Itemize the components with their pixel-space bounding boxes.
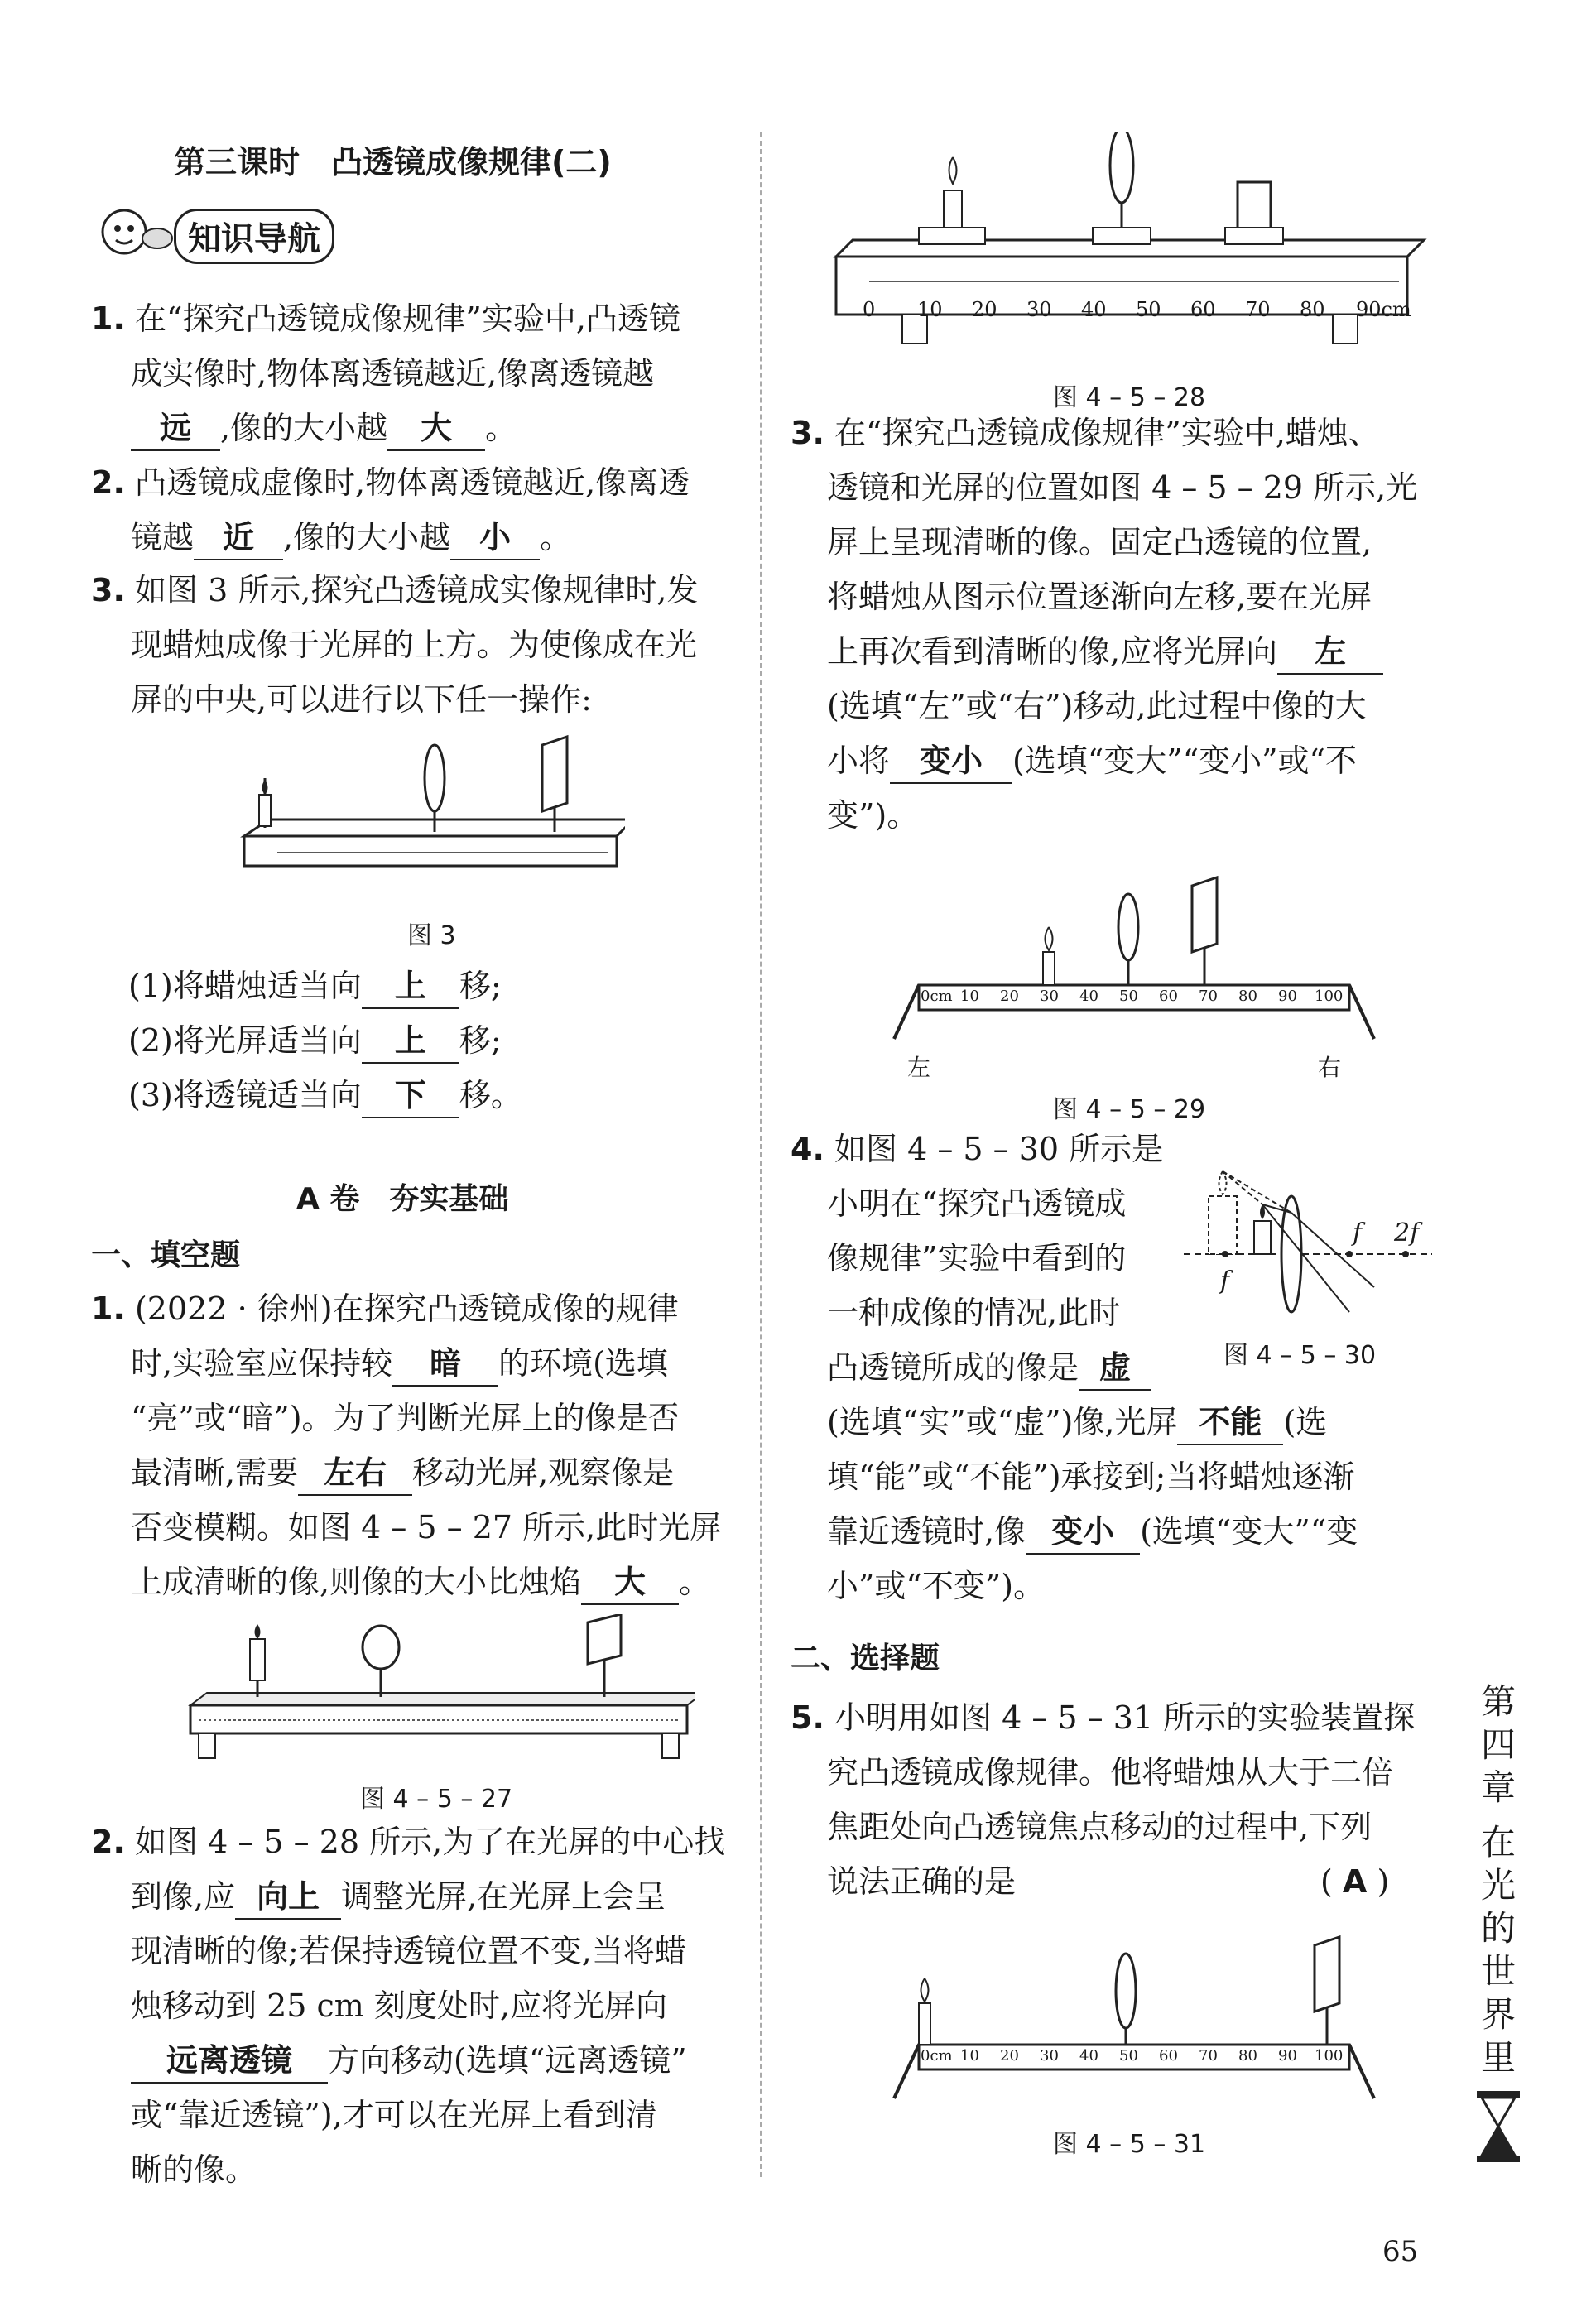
ruler-tick-label: 80 (1238, 988, 1257, 1005)
figure-4-5-27-caption: 图 4 – 5 – 27 (360, 1785, 513, 1814)
guide-label: 知识导航 (174, 209, 334, 264)
ruler-tick-label: 90 (1278, 2047, 1297, 2064)
ruler-tick-label: 0cm (921, 988, 953, 1005)
answer-blank: 近 (194, 516, 283, 560)
answer-blank: 大 (581, 1560, 679, 1605)
ruler-tick-label: 50 (1119, 988, 1138, 1005)
ruler-tick-label: 80 (1238, 2047, 1257, 2064)
figure-4-5-31-caption: 图 4 – 5 – 31 (1053, 2130, 1206, 2159)
right-label: 右 (1318, 1054, 1342, 1081)
answer-blank: 变小 (890, 739, 1012, 784)
ruler-tick-label: 20 (972, 298, 997, 321)
ruler-tick-label: 70 (1199, 2047, 1218, 2064)
ruler-tick-label: 20 (1000, 988, 1019, 1005)
answer-blank: 小 (450, 516, 540, 560)
choice-question-5: 5. 小明用如图 4 – 5 – 31 所示的实验装置探 究凸透镜成像规律。他将蜡烛从大于二倍 焦距处向凸透镜焦点移动的过程中,下列 说法正确的是 ( A ) (791, 1690, 1445, 1909)
focal-label-f-left: f (1220, 1267, 1230, 1295)
ruler-tick-label: 10 (917, 298, 943, 321)
answer-blank: 下 (362, 1074, 459, 1118)
ruler-tick-label: 0 (863, 298, 876, 321)
hourglass-icon (1473, 2089, 1523, 2164)
answer-blank: 上 (362, 1019, 459, 1064)
answer-blank: 左 (1277, 630, 1383, 675)
item-1: (1)将蜡烛适当向 上 移; (128, 959, 708, 1013)
ruler-tick-label: 0cm (921, 2047, 953, 2064)
guide-question-3: 3. 如图 3 所示,探究凸透镜成实像规律时,发 现蜡烛成像于光屏的上方。为使像成在光 屏的中央,可以进行以下任一操作: (91, 572, 699, 718)
ruler-tick-label: 40 (1079, 2047, 1098, 2064)
knowledge-guide-badge (91, 199, 364, 265)
fill-question-3: 3. 在“探究凸透镜成像规律”实验中,蜡烛、 透镜和光屏的位置如图 4 – 5 – 29 所示,光 屏上呈现清晰的像。固定凸透镜的位置, 将蜡烛从图示位置逐渐向左移,要在光屏 上再次看到清晰的像,应将光屏向 左 (选填“左”或“右”)移动,此过程中像的大 小将 变小 (选填“变大”“变小”或“不 变”)。 (791, 415, 1418, 834)
answer-blank: 远离透镜 (131, 2039, 328, 2084)
ruler-tick-label: 20 (1000, 2047, 1019, 2064)
ruler-tick-label: 40 (1081, 298, 1107, 321)
ruler-31-labels (921, 2047, 1351, 2069)
ruler-tick-label: 60 (1159, 988, 1178, 1005)
ruler-tick-label: 30 (1040, 2047, 1059, 2064)
guide-q3-items (128, 959, 708, 1122)
fill-question-2: 2. 如图 4 – 5 – 28 所示,为了在光屏的中心找 到像,应 向上 调整光屏,在光屏上会呈 现清晰的像;若保持透镜位置不变,当将蜡 烛移动到 25 cm 刻度处时,应将光屏向 远离透镜 方向移动(选填“远离透镜” 或“靠近透镜”),才可以在光屏上看到清 晰的像。 (91, 1824, 726, 2188)
figure-4-5-27-optical-bench (182, 1614, 695, 1763)
page-number: 65 (1382, 2235, 1419, 2268)
answer-blank: 远 (131, 406, 220, 451)
figure-4-5-29-caption: 图 4 – 5 – 29 (1053, 1095, 1206, 1124)
figure-3-caption: 图 3 (407, 921, 456, 950)
figure-4-5-31-optical-bench (886, 1929, 1382, 2111)
ruler-tick-label: 50 (1136, 298, 1161, 321)
column-divider (760, 132, 762, 2177)
ruler-tick-label: 60 (1159, 2047, 1178, 2064)
volume-title: A 卷 夯实基础 (296, 1182, 509, 1216)
figure-4-5-28-optical-bench (828, 132, 1432, 373)
ruler-tick-label: 10 (960, 2047, 979, 2064)
section-choice: 二、选择题 (791, 1641, 940, 1675)
item-3: (3)将透镜适当向 下 移。 (128, 1068, 708, 1122)
guide-question-2: 2. 凸透镜成虚像时,物体离透镜越近,像离透 镜越 近 ,像的大小越 小 。 (91, 455, 753, 565)
answer-bracket: ( A ) (1320, 1863, 1390, 1900)
guide-question-1: 1. 在“探究凸透镜成像规律”实验中,凸透镜 成实像时,物体离透镜越近,像离透镜越 远 ,像的大小越 大 。 (91, 291, 753, 455)
fill-question-1: 1. (2022 · 徐州)在探究凸透镜成像的规律 时,实验室应保持较 暗 的环境(选填 “亮”或“暗”)。为了判断光屏上的像是否 最清晰,需要 左右 移动光屏,观察像是 否变模糊。如图 4 – 5 – 27 所示,此时光屏 上成清晰的像,则像的大小比烛焰 大 。 (91, 1281, 753, 1609)
ruler-tick-label: 80 (1300, 298, 1325, 321)
choice-answer: A (1342, 1863, 1368, 1900)
figure-4-5-29-optical-bench (886, 869, 1382, 1051)
answer-blank: 变小 (1026, 1510, 1140, 1555)
figure-3-optical-bench (236, 728, 625, 902)
answer-blank: 虚 (1079, 1346, 1151, 1391)
ruler-tick-label: 90 (1278, 988, 1297, 1005)
ruler-tick-label: 50 (1119, 2047, 1138, 2064)
answer-blank: 向上 (235, 1875, 341, 1920)
ruler-tick-label: 90cm (1356, 298, 1411, 321)
ruler-tick-label: 100 (1315, 2047, 1344, 2064)
fill-question-4-part1: 4. 如图 4 – 5 – 30 所示是 小明在“探究凸透镜成 像规律”实验中看到的 一种成像的情况,此时 凸透镜所成的像是 虚 (791, 1122, 1171, 1395)
ruler-tick-label: 70 (1199, 988, 1218, 1005)
ruler-tick-label: 30 (1026, 298, 1052, 321)
ruler-tick-label: 70 (1245, 298, 1271, 321)
focal-label-f: f (1353, 1218, 1363, 1247)
left-label: 左 (907, 1054, 931, 1081)
ruler-tick-label: 40 (1079, 988, 1098, 1005)
focal-label-2f: 2f (1394, 1218, 1420, 1247)
ruler-tick-label: 60 (1190, 298, 1216, 321)
item-2: (2)将光屏适当向 上 移; (128, 1013, 708, 1068)
answer-blank: 不能 (1177, 1401, 1283, 1445)
ruler-tick-label: 30 (1040, 988, 1059, 1005)
figure-4-5-28-caption: 图 4 – 5 – 28 (1053, 383, 1206, 412)
answer-blank: 左右 (298, 1451, 412, 1496)
answer-blank: 上 (362, 964, 459, 1009)
figure-4-5-30-caption: 图 4 – 5 – 30 (1223, 1341, 1377, 1370)
ruler-tick-label: 10 (960, 988, 979, 1005)
answer-blank: 大 (387, 406, 485, 451)
lesson-title: 第三课时 凸透镜成像规律(二) (174, 144, 612, 180)
ruler-28-labels (863, 298, 1442, 323)
answer-blank: 暗 (392, 1342, 498, 1387)
section-fill-in: 一、填空题 (91, 1238, 241, 1272)
fill-question-4-part2: (选填“实”或“虚”)像,光屏 不能 (选 填“能”或“不能”)承接到;当将蜡烛逐渐 靠近透镜时,像 变小 (选填“变大”“变 小”或“不变”)。 (791, 1395, 1445, 1613)
chapter-side-tab: 第 四 章 在 光 的 世 界 里 (1469, 1680, 1527, 2174)
ruler-tick-label: 100 (1315, 988, 1344, 1005)
ruler-29-labels (921, 988, 1351, 1009)
